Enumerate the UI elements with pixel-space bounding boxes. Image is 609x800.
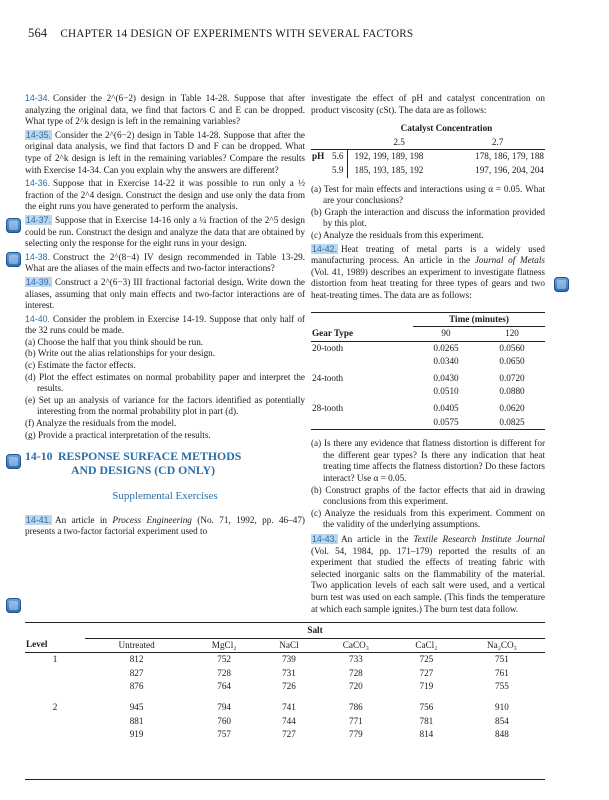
exercise-text: An article in the	[340, 534, 414, 544]
table-cell: 0.0510	[433, 386, 459, 397]
salt-header: CaCO₃	[342, 639, 369, 650]
time-header: 90	[441, 328, 451, 339]
exercise-text: (Vol. 54, 1984, pp. 171–179) reported the results of an experiment that studied the effects of treating fabric with selected inorganic salts on the flammability of the material. Two application levels of each salt were used, and a vertical burn test was used on each sample. (This finds the temperature at which each sample ignites.) The burn test data follow.	[311, 545, 545, 614]
exercise-14-40	[25, 314, 305, 442]
exercise-14-43	[311, 534, 545, 615]
exercise-part: (d) Plot the effect estimates on normal probability paper and interpret the results.	[25, 371, 305, 394]
hint-icon[interactable]	[554, 277, 569, 292]
table-cell: 720	[348, 681, 363, 692]
journal-name: Textile Research Institute Journal	[413, 534, 545, 544]
table-cell: 725	[419, 654, 434, 665]
gear-type: 24-tooth	[312, 372, 344, 383]
table-cell: 728	[348, 667, 363, 678]
gear-type-header: Gear Type	[312, 327, 354, 338]
exercise-number: 14-35.	[26, 129, 51, 140]
table-cell: 876	[129, 681, 144, 692]
exercise-text: Construct the 2^(8−4) IV design recommended in Table 13-29. What are the aliases of the main effects and two-factor interactions?	[25, 251, 305, 274]
table-cell: 761	[495, 667, 509, 678]
exercise-number: 14-37.	[26, 214, 51, 225]
exercise-part: (b) Write out the alias relationships for your design.	[25, 348, 216, 359]
table-cell: 0.0825	[499, 416, 525, 427]
gear-type: 28-tooth	[312, 403, 344, 414]
table-cell: 192, 199, 189, 198	[354, 151, 424, 162]
ph-label: pH	[312, 151, 325, 162]
table-cell: 0.0720	[499, 372, 525, 383]
exercise-number: 14-42.	[312, 243, 337, 254]
section-heading	[25, 449, 305, 477]
exercise-text: Consider the 2^(6−2) design in Table 14-28. Suppose that after the original data analysis, we find that factors D and F can be dropped. What type of 2^k design is left in the remaining variables? Compare the results with Exercise 14-34. Can you explain why the answers are different?	[25, 129, 305, 175]
level-value	[25, 728, 85, 742]
exercise-text: (Vol. 41, 1989) describes an experiment to investigate flatness distortion from heat treating for three types of gears and two heat-treating times. The data are as follows:	[311, 266, 545, 300]
catalyst-title: Catalyst Concentration	[400, 123, 493, 134]
table-cell: 731	[282, 667, 296, 678]
exercise-part: (c) Estimate the factor effects.	[25, 360, 136, 371]
table-cell: 910	[495, 701, 509, 712]
table-cell: 744	[282, 715, 296, 726]
section-title-line2: AND DESIGNS (CD ONLY)	[71, 463, 216, 478]
table-row	[25, 728, 545, 742]
salt-title: Salt	[85, 624, 545, 638]
catalyst-level: 2.7	[491, 136, 504, 147]
exercise-14-34	[25, 93, 305, 128]
chapter-title: CHAPTER 14 DESIGN OF EXPERIMENTS WITH SEVERAL FACTORS	[60, 28, 414, 40]
exercise-14-38	[25, 252, 305, 275]
table-cell: 197, 196, 204, 204	[475, 164, 544, 175]
exercise-text: An article in	[54, 514, 113, 525]
hint-icon[interactable]	[6, 252, 21, 267]
table-cell: 760	[217, 715, 232, 726]
table-cell: 727	[282, 729, 296, 740]
exercise-text: Heat treating of metal parts is a widely used manufacturing process. An article in the	[311, 243, 545, 266]
exercise-text: Consider the problem in Exercise 14-19. Suppose that only half of the 32 runs could be made.	[25, 313, 305, 336]
exercise-14-35	[25, 130, 305, 176]
table-cell: 0.0340	[433, 356, 459, 367]
table-row	[25, 680, 545, 694]
section-number: 14-10	[25, 449, 53, 464]
exercise-part: (b) Construct graphs of the factor effects that aid in drawing conclusions from this experiment.	[311, 484, 545, 507]
exercise-text: Consider the 2^(6−2) design in Table 14-28. Suppose that after analyzing the original data, we find that factors C and E can be dropped. What type of 2^k design is left in the remaining variables?	[25, 93, 305, 127]
table-cell: 0.0620	[499, 403, 525, 414]
exercise-part: (e) Set up an analysis of variance for the factors identified as potentially interesting from the normal probability plot in part (d).	[25, 394, 305, 417]
exercise-14-41	[25, 515, 305, 538]
table-cell: 751	[495, 654, 509, 665]
salt-header: Untreated	[118, 639, 155, 650]
exercise-14-41-parts	[311, 184, 545, 242]
table-cell: 764	[217, 681, 232, 692]
salt-header: NaCl	[279, 639, 299, 650]
exercise-part: (b) Graph the interaction and discuss the information provided by this plot.	[311, 206, 545, 229]
exercise-14-41-continued: investigate the effect of pH and catalyst concentration on product viscosity (cSt). The data are as follows:	[311, 93, 545, 115]
table-cell: 0.0560	[499, 342, 525, 353]
journal-name: Process Engineering	[112, 514, 192, 525]
level-value: 2	[52, 701, 58, 712]
exercise-number: 14-39.	[26, 276, 51, 287]
exercise-part: (a) Test for main effects and interactions using α = 0.05. What are your conclusions?	[311, 183, 545, 206]
exercise-14-42	[311, 244, 545, 302]
table-cell: 741	[282, 701, 296, 712]
table-cell: 727	[419, 667, 434, 678]
exercise-number: 14-36.	[25, 178, 50, 189]
table-cell: 178, 186, 179, 188	[475, 151, 544, 162]
table-cell: 771	[348, 715, 363, 726]
exercise-part: (g) Provide a practical interpretation of the results.	[25, 429, 211, 440]
catalyst-level: 2.5	[393, 136, 405, 147]
salt-table	[25, 624, 545, 742]
time-header: 120	[505, 328, 519, 339]
exercise-14-37	[25, 215, 305, 250]
table-cell: 812	[129, 654, 144, 665]
table-cell: 786	[348, 701, 363, 712]
table-cell: 794	[217, 701, 232, 712]
exercise-number: 14-43.	[312, 534, 337, 544]
exercise-text: (No. 71, 1992, pp. 46–47) presents a two-factor factorial experiment used to	[25, 514, 305, 537]
level-value: 1	[52, 654, 58, 665]
table-cell: 728	[217, 667, 232, 678]
table-cell: 0.0880	[499, 386, 525, 397]
gear-table	[311, 312, 545, 431]
level-value	[25, 680, 85, 694]
table-cell: 945	[129, 701, 144, 712]
table-cell: 919	[129, 729, 144, 740]
gear-type	[311, 416, 413, 430]
exercise-number: 14-40.	[25, 313, 50, 324]
salt-table-body	[25, 653, 545, 742]
table-cell: 185, 193, 185, 192	[354, 164, 424, 175]
salt-header: MgCl₂	[211, 639, 237, 650]
table-row	[25, 694, 545, 715]
level-value	[25, 667, 85, 681]
table-cell: 848	[495, 729, 509, 740]
page-header	[28, 28, 413, 41]
table-cell: 719	[419, 681, 434, 692]
page-number: 564	[28, 26, 48, 40]
exercise-part: (c) Analyze the residuals from this experiment.	[311, 229, 484, 240]
hint-icon[interactable]	[6, 598, 21, 613]
exercise-part: (c) Analyze the residuals from this experiment. Comment on the validity of the underlying assumptions.	[311, 507, 545, 530]
exercise-text: Suppose that in Exercise 14-16 only a ¼ fraction of the 2^5 design could be run. Construct the design and analyze the data that are obtained by selecting only the response for the eight runs in your design.	[25, 214, 305, 249]
exercise-text: Construct a 2^(6−3) III fractional factorial design. Write down the aliases, assuming that only main effects and two-factor interactions are of interest.	[25, 276, 305, 311]
table-cell: 781	[419, 715, 434, 726]
table-row	[25, 715, 545, 729]
left-column	[25, 93, 305, 540]
table-cell: 726	[282, 681, 296, 692]
exercise-part: (a) Choose the half that you think should be run.	[25, 336, 204, 347]
gear-type	[311, 385, 413, 399]
table-cell: 755	[495, 681, 509, 692]
ph-value: 5.6	[331, 150, 348, 164]
exercise-number: 14-41.	[26, 514, 51, 525]
level-header: Level	[26, 639, 48, 650]
exercise-14-36	[25, 178, 305, 213]
table-cell: 779	[348, 729, 363, 740]
journal-name: Journal of Metals	[474, 255, 546, 266]
exercise-part: (a) Is there any evidence that flatness distortion is different for the different gear types? Is there any indication that heat treating time affects the flatness distortion? Do these factors interact? Use α = 0.05.	[311, 438, 545, 484]
exercise-number: 14-34.	[25, 93, 50, 103]
table-rule-bottom	[25, 779, 545, 780]
supplemental-heading: Supplemental Exercises	[112, 490, 218, 503]
level-value	[25, 715, 85, 729]
table-row	[25, 653, 545, 667]
salt-header: Na₂CO₃	[487, 639, 517, 650]
table-row	[25, 667, 545, 681]
exercise-14-42-parts	[311, 438, 545, 531]
gear-type	[311, 355, 413, 369]
table-cell: 733	[348, 654, 363, 665]
table-cell: 0.0265	[433, 342, 459, 353]
table-cell: 757	[217, 729, 232, 740]
exercise-part: (f) Analyze the residuals from the model.	[25, 418, 177, 429]
table-cell: 814	[419, 729, 434, 740]
table-cell: 0.0575	[433, 416, 459, 427]
catalyst-table	[311, 122, 545, 177]
table-cell: 881	[129, 715, 144, 726]
table-cell: 827	[129, 667, 144, 678]
right-column	[311, 93, 545, 617]
table-cell: 756	[419, 701, 434, 712]
exercise-14-39	[25, 277, 305, 312]
hint-icon[interactable]	[6, 454, 21, 469]
exercise-number: 14-38.	[25, 251, 50, 262]
table-cell: 854	[495, 715, 509, 726]
salt-header: CaCl₂	[415, 639, 438, 650]
table-cell: 0.0405	[433, 403, 459, 414]
exercise-text: Suppose that in Exercise 14-22 it was possible to run only a ½ fraction of the 2^4 design. Construct the design and use only the data from the eight runs you have generated to perform the analysis.	[25, 178, 305, 212]
table-cell: 752	[217, 654, 232, 665]
ph-value: 5.9	[331, 164, 348, 178]
hint-icon[interactable]	[6, 218, 21, 233]
table-rule-top	[25, 622, 545, 623]
section-title-line1: RESPONSE SURFACE METHODS	[58, 449, 242, 464]
time-title: Time (minutes)	[413, 312, 545, 327]
table-cell: 0.0430	[433, 372, 459, 383]
gear-type: 20-tooth	[312, 342, 344, 353]
table-cell: 0.0650	[499, 356, 525, 367]
table-cell: 739	[282, 654, 296, 665]
